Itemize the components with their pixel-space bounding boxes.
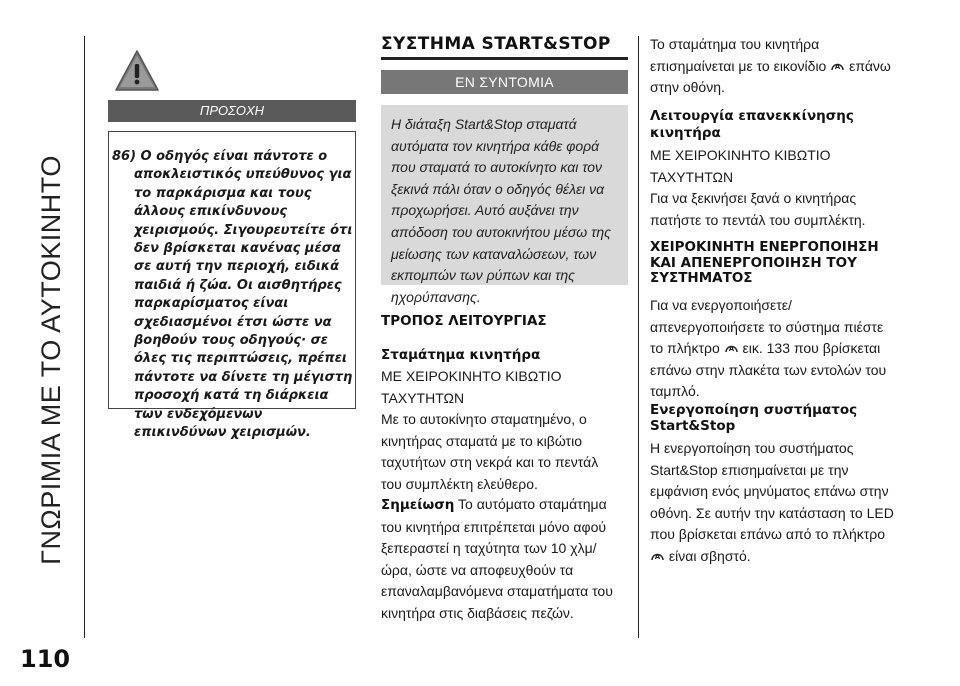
svg-text:A: A (728, 345, 734, 354)
warning-header: ΠΡΟΣΟΧΗ (108, 100, 356, 122)
svg-text:A: A (654, 552, 661, 561)
note-text: Το αυτόματο σταμάτημα του κινητήρα επιτρέπεται μόνο αφού ξεπεραστεί η ταχύτητα των 10 χλμ/ώρα, ώστε να αποφευχθούν τα επαναλαμβανόμενα σταματήματα του κινητήρα στις διαβάσεις πεζών. (381, 496, 613, 621)
stop-indicator-paragraph (650, 34, 894, 99)
restart-text: Για να ξεκινήσει ξανά ο κινητήρας πατήστε το πεντάλ του συμπλέκτη. (650, 190, 866, 228)
stop-indicator-text-b: επάνω στην οθόνη. (650, 57, 891, 96)
activation-text-a: Η ενεργοποίηση του συστήματος Start&Stop επισημαίνεται με την εμφάνιση ενός μηνύματος επάνω στην οθόνη. Σε αυτήν την κατάσταση το LED που βρίσκεται επάνω από το πλήκτρο (650, 440, 894, 543)
manual-text-b: εικ. 133 που βρίσκεται επάνω στην πλακέτα των εντολών του ταμπλό. (650, 340, 887, 400)
warning-triangle-icon (114, 48, 160, 94)
manual-paragraph (650, 295, 894, 403)
engine-stop-heading: Σταμάτημα κινητήρα (381, 347, 541, 363)
engine-stop-text: Με το αυτοκίνητο σταματημένο, ο κινητήρας σταματά με το κιβώτιο ταχυτήτων στη νεκρά και το πεντάλ του συμπλέκτη ελεύθερο. (381, 411, 599, 492)
svg-text:A: A (835, 62, 841, 71)
sidebar-divider (84, 36, 85, 638)
start-stop-icon (650, 549, 665, 562)
mode-heading: ΤΡΟΠΟΣ ΛΕΙΤΟΥΡΓΙΑΣ (381, 313, 547, 329)
restart-heading: Λειτουργία επανεκκίνησης κινητήρα (650, 108, 854, 141)
note-paragraph (381, 494, 621, 625)
engine-stop-subheading: ΜΕ ΧΕΙΡΟΚΙΝΗΤΟ ΚΙΒΩΤΙΟ ΤΑΧΥΤΗΤΩΝ (381, 368, 562, 406)
activation-paragraph (650, 438, 894, 568)
warning-text: 86) Ο οδηγός είναι πάντοτε ο αποκλειστικός υπεύθυνος για το παρκάρισμα και τους άλλους επικίνδυνους χειρισμούς. Σιγουρευτείτε ότι δεν βρίσκεται κανένας μέσα σε αυτή την περιοχή, ειδικά παιδιά ή ζώα. Οι αισθητήρες παρκαρίσματος είναι σχεδιασμένοι έτσι ώστε να βοηθούν τους οδηγούς· σε όλες τις περιπτώσεις, πρέπει πάντοτε να δίνετε τη μέγιστη προσοχή κατά τη διάρκεια των ενδεχόμενων επικινδύνων χειρισμών. (112, 149, 353, 441)
activation-heading: Ενεργοποίηση συστήματος Start&Stop (650, 402, 858, 434)
column-divider (638, 36, 639, 638)
summary-text: Η διάταξη Start&Stop σταματά αυτόματα τον κινητήρα κάθε φορά που σταματά το αυτοκίνητο και τον ξεκινά πάλι όταν ο οδηγός θέλει να προχωρήσει. Αυτό αυξάνει την απόδοση του αυτοκινήτου μέσω της μείωσης των καταναλώσεων, των εκπομπών των ρύπων και της ηχορύπανσης. (391, 116, 611, 305)
page-number: 110 (20, 645, 71, 673)
section-title-underline (381, 57, 628, 60)
note-label: Σημείωση (381, 497, 455, 513)
start-stop-icon (724, 341, 739, 354)
section-title: ΣΥΣΤΗΜΑ START&STOP (381, 34, 611, 54)
restart-subheading: ΜΕ ΧΕΙΡΟΚΙΝΗΤΟ ΚΙΒΩΤΙΟ ΤΑΧΥΤΗΤΩΝ (650, 147, 831, 185)
summary-header: ΕΝ ΣΥΝΤΟΜΙΑ (381, 70, 628, 94)
stop-indicator-text-a: Το σταμάτημα του κινητήρα επισημαίνεται με το εικονίδιο (650, 36, 827, 74)
manual-text-a: Για να ενεργοποιήσετε/ απενεργοποιήσετε το σύστημα πιέστε το πλήκτρο (650, 297, 884, 357)
manual-heading: ΧΕΙΡΟΚΙΝΗΤΗ ΕΝΕΡΓΟΠΟΙΗΣΗ ΚΑΙ ΑΠΕΝΕΡΓΟΠΟΙΗΣΗ ΤΟΥ ΣΥΣΤΗΜΑΤΟΣ (650, 239, 879, 286)
activation-text-b: είναι σβηστό. (668, 547, 751, 564)
start-stop-icon (830, 59, 845, 72)
